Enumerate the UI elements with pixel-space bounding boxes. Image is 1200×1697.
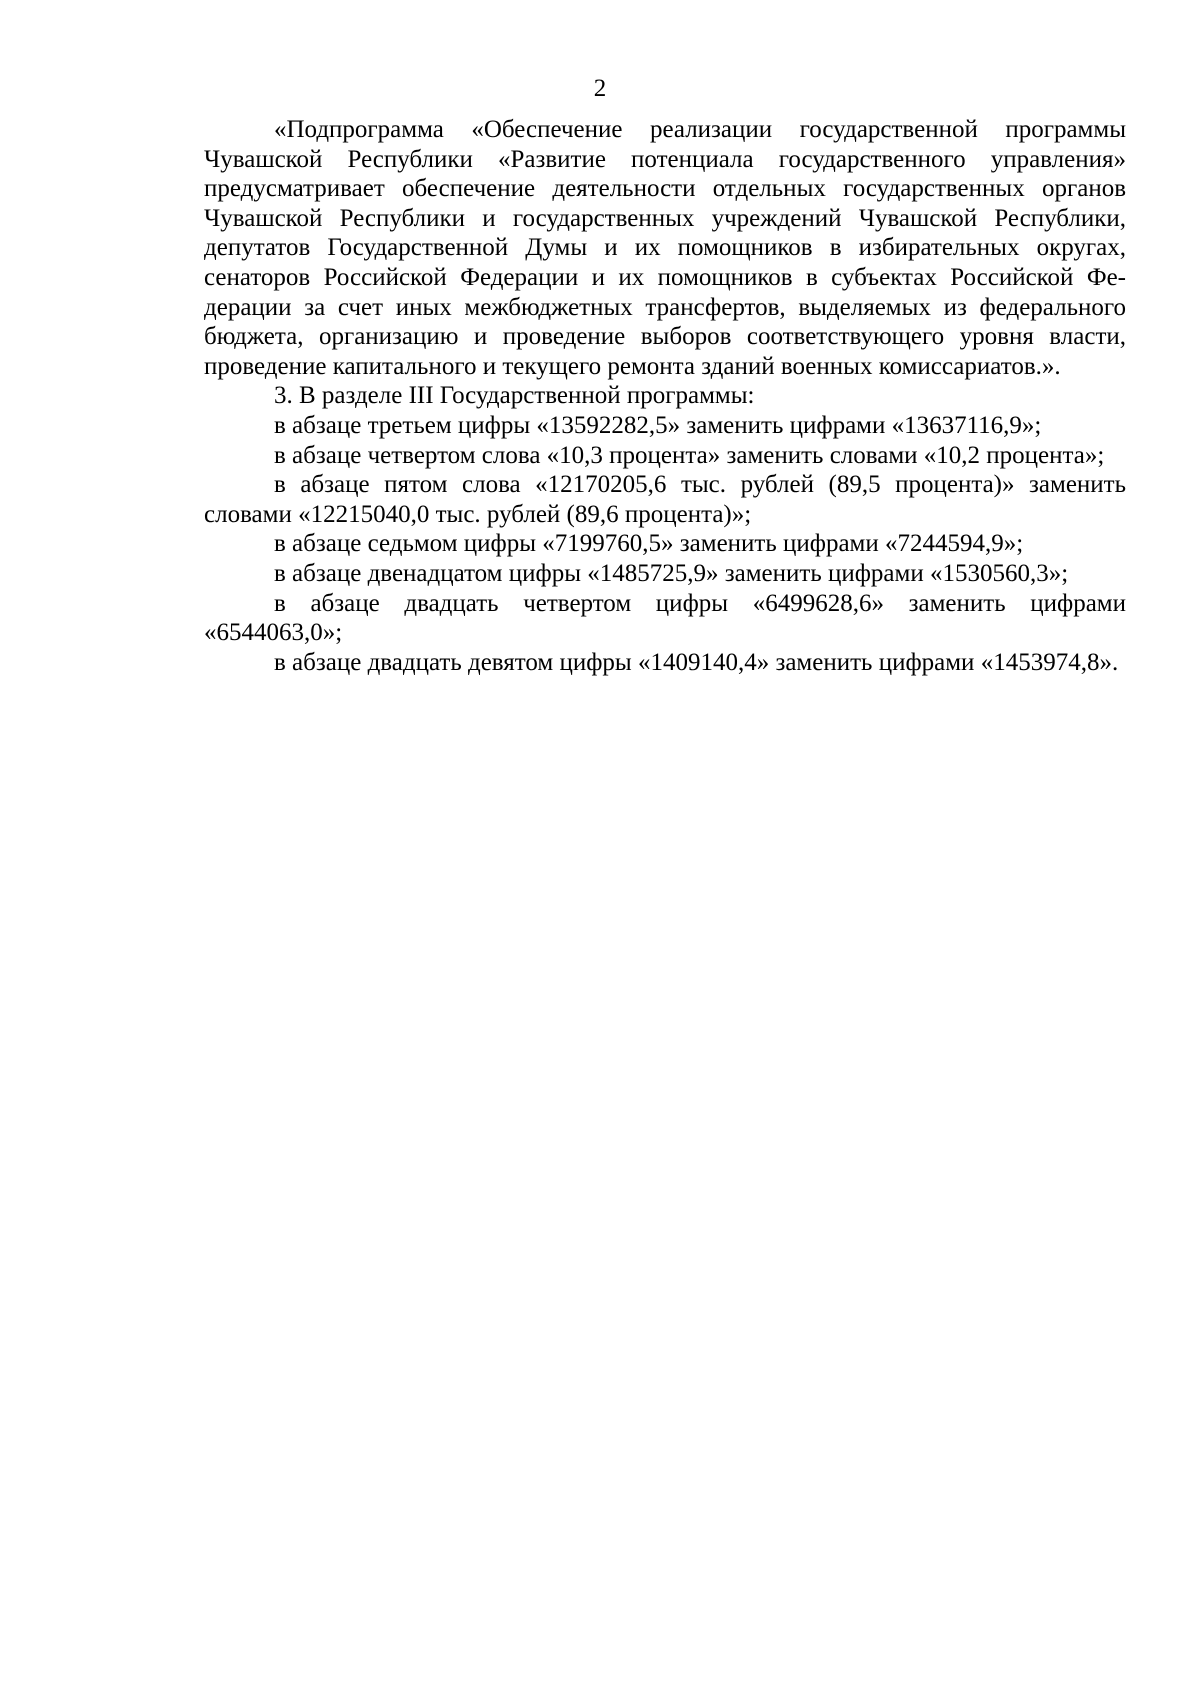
paragraph-abzac-24: в абзаце двадцать четвертом цифры «6499628,6» заменить цифрами «6544063,0»; <box>204 589 1126 647</box>
paragraph-abzac-5: в абзаце пятом слова «12170205,6 тыс. рублей (89,5 процента)» заменить словами «12215040,0 тыс. рублей (89,6 процента)»; <box>204 471 1126 528</box>
paragraph-abzac-4: в абзаце четвертом слова «10,3 процента» заменить словами «10,2 процента»; <box>274 441 1105 469</box>
paragraph-abzac-3: в абзаце третьем цифры «13592282,5» заменить цифрами «13637116,9»; <box>274 411 1042 439</box>
paragraph-abzac-29: в абзаце двадцать девятом цифры «1409140,4» заменить цифрами «1453974,8». <box>274 648 1119 676</box>
paragraph-abzac-7: в абзаце седьмом цифры «7199760,5» заменить цифрами «7244594,9»; <box>274 530 1024 558</box>
paragraph-section-iii: 3. В разделе III Государственной программы: <box>274 382 755 410</box>
page-number: 2 <box>593 75 607 102</box>
paragraph-subprogram: «Подпрограмма «Обеспечение реализации государственной программы Чувашской Республики «Развитие потенциала государственного управления» предусматривает обеспечение деятельности отдельных государственных органов Чувашской Республики и государственных учреждений Чувашской Республики, депутатов Государственной Думы и их помощников в избирательных округах, сенаторов Российской Федерации и их помощников в субъектах Российской Федерации за счет иных межбюджетных трансфертов, выделяемых из федерального бюджета, организацию и проведение выборов соответствующего уровня власти, проведение капитального и текущего ремонта зданий военных комиссариатов.». <box>204 116 1126 380</box>
paragraph-abzac-12: в абзаце двенадцатом цифры «1485725,9» заменить цифрами «1530560,3»; <box>274 559 1069 587</box>
document-body <box>204 115 1126 677</box>
